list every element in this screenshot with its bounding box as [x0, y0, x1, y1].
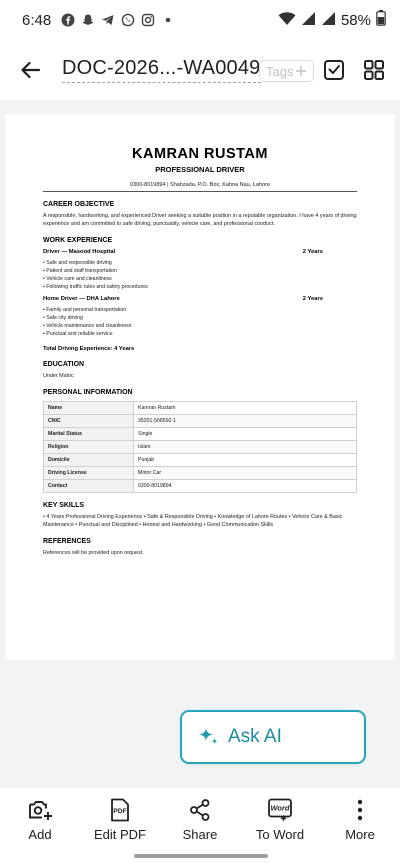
notification-icons: [61, 13, 175, 27]
table-key: Driving License: [44, 467, 134, 480]
dot-icon: [161, 13, 175, 27]
more-vertical-icon: [347, 798, 373, 822]
table-value: 0300-8019894: [134, 480, 357, 493]
section-heading: REFERENCES: [43, 538, 91, 545]
job-bullets: [43, 259, 357, 291]
table-value: Kamran Rustam: [134, 402, 357, 415]
table-value: 35201-568592-1: [134, 415, 357, 428]
job-title: Home Driver — DHA Lahore: [43, 296, 120, 302]
tags-button[interactable]: [259, 60, 314, 82]
signal-icon: [301, 11, 316, 30]
status-bar: [0, 0, 400, 40]
select-button[interactable]: [323, 59, 345, 81]
references-text: References will be provided upon request.: [43, 550, 144, 556]
table-value: Single: [134, 428, 357, 441]
job-duration: 2 Years: [302, 249, 323, 255]
education-text: Under Matric: [43, 373, 74, 379]
battery-icon: [376, 10, 386, 30]
word-icon: [267, 798, 293, 822]
table-value: Motor Car: [134, 467, 357, 480]
job-title: Driver — Masood Hospital: [43, 249, 116, 255]
arrow-back-icon: [20, 61, 40, 79]
resume-contact: 0300-8019894 | Shahzada, P.O. Box, Kahna Nau, Lahore: [130, 182, 270, 188]
ask-ai-button[interactable]: [180, 710, 366, 764]
share-label: Share: [182, 827, 218, 842]
section-heading: EDUCATION: [43, 361, 85, 368]
facebook-icon: [61, 13, 75, 27]
status-time: 6:48: [22, 11, 52, 29]
edit-pdf-button[interactable]: [80, 788, 160, 846]
edit-pdf-label: Edit PDF: [93, 827, 146, 842]
table-row: [44, 441, 357, 454]
table-key: CNIC: [44, 415, 134, 428]
share-icon: [187, 798, 213, 822]
system-icons: [278, 10, 386, 30]
list-item: • Patient and staff transportation: [43, 268, 117, 274]
sparkle-icon: [196, 725, 220, 749]
table-value: Punjab: [134, 454, 357, 467]
app-bar: [0, 40, 400, 100]
ask-ai-label: Ask AI: [228, 726, 282, 747]
bottom-toolbar: [0, 788, 400, 846]
add-label: Add: [28, 827, 52, 842]
table-key: Domicile: [44, 454, 134, 467]
share-button[interactable]: [160, 788, 240, 846]
divider: [43, 191, 357, 192]
add-button[interactable]: [0, 788, 80, 846]
document-viewer[interactable]: [0, 100, 400, 788]
instagram-icon: [141, 13, 155, 27]
total-experience: Total Driving Experience: 4 Years: [43, 346, 135, 352]
table-row: [44, 415, 357, 428]
document-page[interactable]: [5, 114, 395, 660]
list-item: • Safe and responsible driving: [43, 260, 112, 266]
svg-text:Word: Word: [270, 803, 290, 813]
list-item: • Punctual and reliable service: [43, 331, 113, 337]
table-key: Religion: [44, 441, 134, 454]
table-value: Islam: [134, 441, 357, 454]
grid-icon: [363, 59, 385, 81]
grid-view-button[interactable]: [363, 59, 385, 81]
more-button[interactable]: [320, 788, 400, 846]
list-item: • Vehicle maintenance and cleanliness: [43, 323, 132, 329]
table-row: [44, 454, 357, 467]
section-heading: CAREER OBJECTIVE: [43, 201, 115, 208]
resume-role: PROFESSIONAL DRIVER: [155, 165, 245, 174]
table-row: [44, 480, 357, 493]
snapchat-icon: [81, 13, 95, 27]
signal-icon: [321, 11, 336, 30]
check-square-icon: [323, 59, 345, 81]
job-header: [43, 249, 357, 255]
home-indicator[interactable]: [134, 854, 268, 858]
add-photo-icon: [27, 798, 53, 822]
plus-icon: [295, 65, 307, 77]
objective-text: A responsible, hardworking, and experienced Driver seeking a suitable position in a reputable organization. I have 4 years of driving experience and am committed to safe driving, punctuality, vehicle care, and professional conduct.: [43, 213, 357, 227]
to-word-label: To Word: [255, 827, 305, 842]
job-header: [43, 296, 357, 302]
more-label: More: [345, 827, 375, 842]
list-item: • Safe city driving: [43, 315, 83, 321]
list-item: • Vehicle care and cleanliness: [43, 276, 112, 282]
to-word-button[interactable]: [240, 788, 320, 846]
section-heading: KEY SKILLS: [43, 502, 85, 509]
resume-name: KAMRAN RUSTAM: [132, 146, 268, 162]
section-heading: WORK EXPERIENCE: [43, 237, 113, 244]
tags-label: Tags: [266, 63, 294, 79]
list-item: • Family and personal transportation: [43, 307, 127, 313]
pdf-icon: [107, 798, 133, 822]
table-row: [44, 402, 357, 415]
table-key: Marital Status: [44, 428, 134, 441]
table-key: Contact: [44, 480, 134, 493]
back-button[interactable]: [16, 58, 44, 82]
battery-percent: 58%: [340, 11, 371, 29]
section-heading: PERSONAL INFORMATION: [43, 389, 133, 396]
svg-text:PDF: PDF: [113, 808, 127, 815]
job-duration: 2 Years: [302, 296, 323, 302]
table-key: Name: [44, 402, 134, 415]
table-row: [44, 428, 357, 441]
job-bullets: [43, 306, 357, 338]
skills-text: • 4 Years Professional Driving Experience • Safe & Responsible Driving • Knowledge of Lahore Routes • Vehicle Care & Basic Maintenance • Punctual and Disciplined • Honest and Hardworking • Good Communication Skills: [43, 514, 343, 528]
wifi-icon: [278, 11, 296, 30]
document-title[interactable]: DOC-2026...-WA0049: [62, 57, 261, 83]
telegram-icon: [101, 13, 115, 27]
whatsapp-icon: [121, 13, 135, 27]
list-item: • Following traffic rules and safety procedures: [43, 284, 148, 290]
table-row: [44, 467, 357, 480]
personal-info-table: [43, 401, 357, 493]
